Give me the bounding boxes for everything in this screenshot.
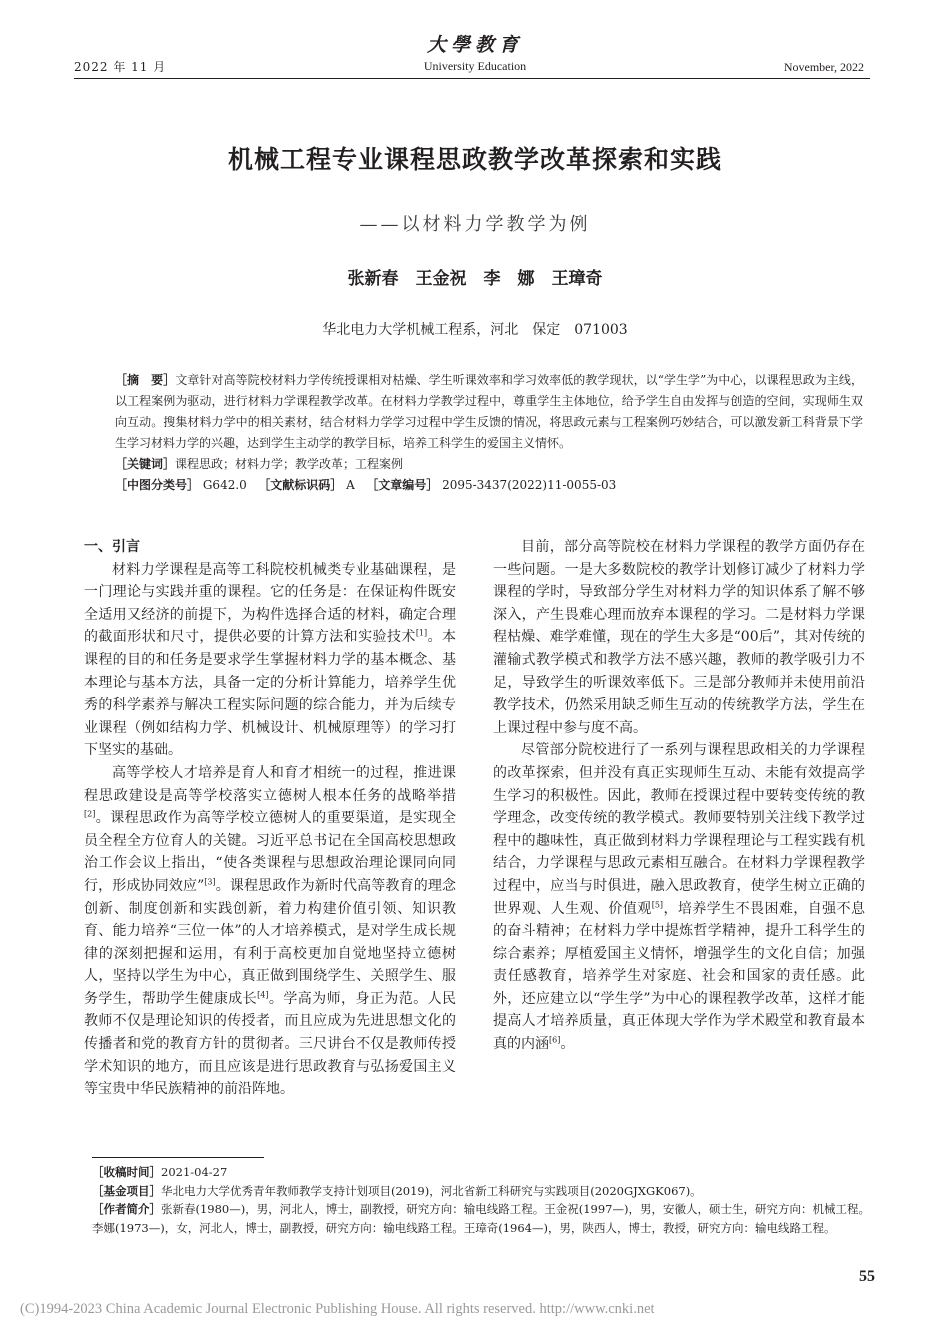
clc-label: ［中图分类号］: [115, 478, 200, 492]
paragraph: [493, 739, 865, 1055]
footnote-received: [92, 1163, 878, 1182]
doc-code-label: ［文献标识码］: [258, 478, 343, 492]
citation[interactable]: [6]: [549, 1035, 561, 1045]
footnote-author: [92, 1200, 878, 1237]
citation[interactable]: [1]: [415, 628, 428, 638]
abstract-label: ［摘 要］: [115, 373, 176, 387]
paragraph: [84, 762, 456, 1101]
journal-name-cn: 大學教育: [426, 34, 523, 56]
paragraph-text: 尽管部分院校进行了一系列与课程思政相关的力学课程的改革探索，但并没有真正实现师生互动、未能有效提高学生学习的积极性。因此，教师在授课过程中要转变传统的教学理念，改变传统的教学模式。教师要特别关注线下教学过程中的趣味性，真正做到材料力学课程理论与工程实践有机结合，力学课程与思政元素相互融合。在材料力学课程教学过程中，应当与时俱进，融入思政教育，使学生树立正确的世界观、人生观、价值观: [493, 742, 865, 917]
header-date-cn: 2022 年 11 月: [74, 60, 167, 74]
authors: 张新春 王金祝 李 娜 王璋奇: [347, 269, 603, 289]
doc-code-value: A: [346, 478, 355, 492]
body-left-column: [84, 536, 456, 1101]
paragraph-text: 。本课程的目的和任务是要求学生掌握材料力学的基本概念、基本理论与基本方法，具备一定的分析计算能力，培养学生优秀的科学素养与解决工程实际问题的综合能力，并为后续专业课程（例如结构力学、机械设计、机械原理等）的学习打下坚实的基础。: [84, 629, 457, 759]
paragraph-text: 。: [560, 1036, 575, 1053]
journal-name-en: University Education: [423, 59, 527, 73]
keywords-label: ［关键词］: [115, 457, 176, 471]
citation[interactable]: [4]: [257, 990, 269, 1000]
keywords-text: 课程思政；材料力学；教学改革；工程案例: [175, 457, 404, 471]
paragraph-text: 高等学校人才培养是育人和育才相统一的过程，推进课程思政建设是高等学校落实立德树人根本任务的战略举措: [84, 764, 456, 804]
abstract: [115, 370, 863, 454]
affiliation: 华北电力大学机械工程系，河北 保定 071003: [322, 322, 628, 338]
citation[interactable]: [3]: [204, 877, 216, 887]
paragraph: [493, 536, 865, 739]
footnote-fund: [92, 1182, 878, 1201]
header-date-en: November, 2022: [783, 60, 864, 74]
article-number-label: ［文章编号］: [366, 478, 439, 492]
article-subtitle: ——以材料力学教学为例: [359, 214, 591, 235]
paragraph-text: 。学高为师，身正为范。人民教师不仅是理论知识的传授者，而且应成为先进思想文化的传播者和党的教育方针的贯彻者。三尺讲台不仅是教师传授学术知识的地方，而且应该是进行思政教育与弘扬爱国主义等宝贵中华民族精神的前沿阵地。: [84, 990, 457, 1098]
footnotes: [92, 1163, 878, 1237]
body-right-column: [493, 536, 865, 1056]
header-rule: [74, 78, 870, 79]
article-title: 机械工程专业课程思政教学改革探索和实践: [227, 145, 722, 174]
paragraph-text: 材料力学课程是高等工科院校机械类专业基础课程，是一门理论与实践并重的课程。它的任务是：在保证构件既安全适用又经济的前提下，为构件选择合适的材料，确定合理的截面形状和尺寸，提供必要的计算方法和实验技术: [84, 561, 456, 646]
paragraph-text: 。课程思政作为高等学校立德树人的重要渠道，是实现全员全程全方位育人的关键。习近平总书记在全国高校思想政治工作会议上指出，“使各类课程与思想政治理论课同向同行，形成协同效应”: [84, 810, 456, 894]
footnote-text: 张新春(1980—)，男，河北人，博士，副教授，研究方向：输电线路工程。王金祝(1997—)，男，安徽人，硕士生，研究方向：机械工程。李娜(1973—)，女，河北人，博士，副教授，研究方向：输电线路工程。王璋奇(1964—)，男，陕西人，博士，教授，研究方向：输电线路工程。: [92, 1202, 870, 1235]
clc-value: G642.0: [202, 478, 247, 492]
paragraph-text: 。课程思政作为新时代高等教育的理念创新、制度创新和实践创新，着力构建价值引领、知识教育、能力培养“三位一体”的人才培养模式，是对学生成长规律的深刻把握和运用，有利于高校更加自觉地坚持立德树人，坚持以学生为中心，真正做到围绕学生、关照学生、服务学生，帮助学生健康成长: [84, 877, 456, 1007]
classification: [115, 475, 863, 496]
citation[interactable]: [2]: [84, 809, 96, 819]
footnote-label: ［基金项目］: [92, 1183, 161, 1198]
footnote-label: ［作者简介］: [92, 1202, 161, 1216]
copyright-watermark: (C)1994-2023 China Academic Journal Electronic Publishing House. All rights reserved. http://www.cnki.net: [20, 1301, 655, 1317]
paragraph-text: 目前，部分高等院校在材料力学课程的教学方面仍存在一些问题。一是大多数院校的教学计划修订减少了材料力学课程的学时，导致部分学生对材料力学的知识体系了解不够深入，产生畏难心理而放弃本课程的学习。二是材料力学课程枯燥、难学难懂，现在的学生大多是“00后”，其对传统的灌输式教学模式和教学方法不感兴趣，教师的教学吸引力不足，导致学生的听课效率低下。三是部分教师并未使用前沿教学技术，仍然采用缺乏师生互动的传统教学方法，学生在上课过程中参与度不高。: [493, 539, 865, 736]
article-number-value: 2095-3437(2022)11-0055-03: [442, 478, 617, 492]
abstract-block: [115, 370, 863, 496]
footnote-text: 华北电力大学优秀青年教师教学支持计划项目(2019)，河北省新工科研究与实践项目(2020GJXGK067)。: [161, 1183, 702, 1198]
section-heading-intro: 一、引言: [84, 539, 140, 555]
footnote-rule: [92, 1157, 264, 1158]
paragraph: [84, 559, 456, 762]
citation[interactable]: [5]: [651, 899, 664, 909]
footnote-text: 2021-04-27: [161, 1165, 228, 1179]
abstract-text: 文章针对高等院校材料力学传统授课相对枯燥、学生听课效率和学习效率低的教学现状，以“学生学”为中心，以课程思政为主线，以工程案例为驱动，进行材料力学课程教学改革。在材料力学教学过程中，尊重学生主体地位，给予学生自由发挥与创造的空间，实现师生双向互动。搜集材料力学中的相关素材，结合材料力学学习过程中学生反馈的情况，将思政元素与工程案例巧妙结合，可以激发新工科背景下学生学习材料力学的兴趣，达到学生主动学的教学目标，培养工科学生的爱国主义情怀。: [115, 373, 863, 450]
keywords: [115, 454, 863, 475]
page-number: 55: [859, 1268, 875, 1285]
paragraph-text: ，培养学生不畏困难，自强不息的奋斗精神；在材料力学中提炼哲学精神，提升工科学生的综合素养；厚植爱国主义情怀，增强学生的文化自信；加强责任感教育，培养学生对家庭、社会和国家的责任感。此外，还应建立以“学生学”为中心的课程教学改革，这样才能提高人才培养质量，真正体现大学作为学术殿堂和教育最本真的内涵: [493, 900, 866, 1053]
footnote-label: ［收稿时间］: [92, 1165, 161, 1179]
